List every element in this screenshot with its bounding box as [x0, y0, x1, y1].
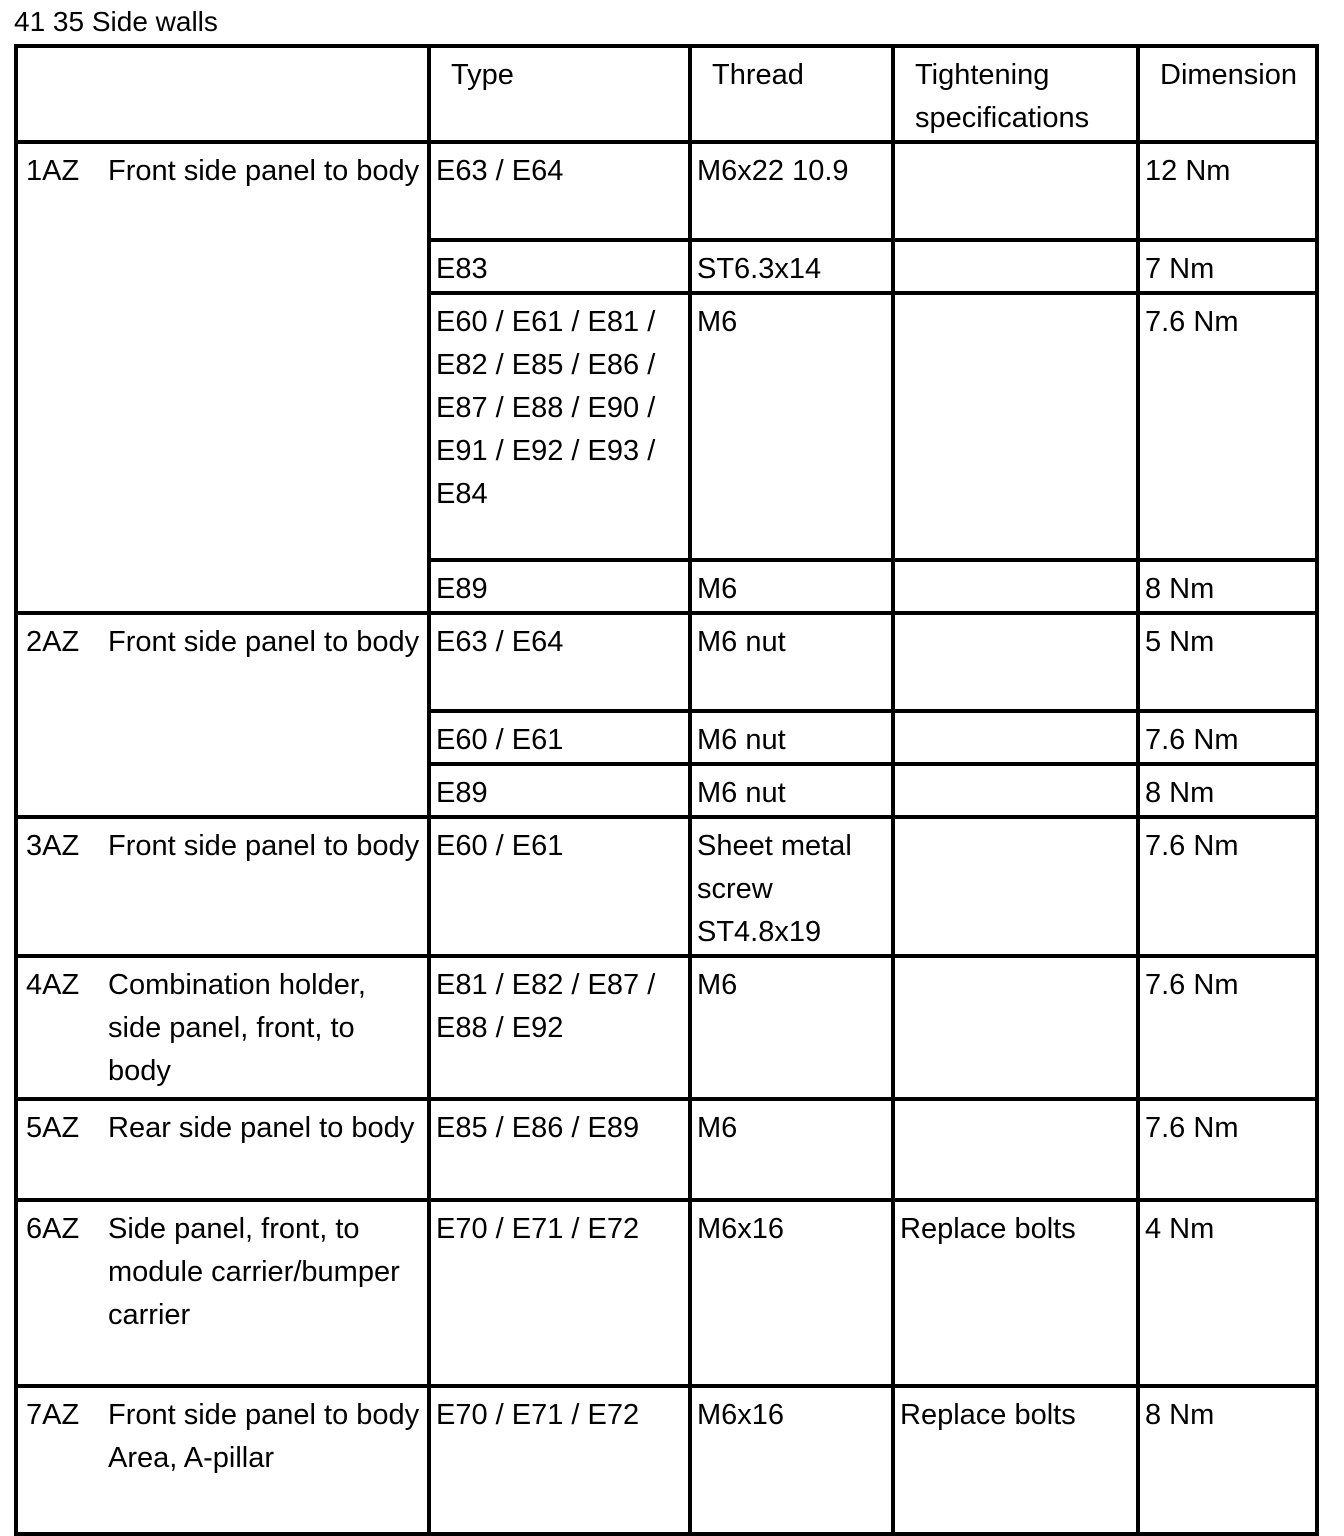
- header-type: Type: [429, 46, 690, 142]
- position-cell: [16, 613, 429, 817]
- table-row: [16, 1386, 1317, 1534]
- position-description: [108, 1208, 423, 1337]
- thread-cell: ST6.3x14: [690, 240, 893, 293]
- position-id: 7AZ: [26, 1399, 80, 1431]
- position-cell: [16, 817, 429, 956]
- description-line: Front side panel to body: [108, 830, 420, 862]
- thread-cell: M6 nut: [690, 764, 893, 817]
- position-cell: [16, 1386, 429, 1534]
- position-cell: [16, 142, 429, 613]
- tightening-cell: [893, 764, 1138, 817]
- type-cell: E85 / E86 / E89: [429, 1099, 690, 1200]
- position-description: [108, 1107, 423, 1150]
- position-cell: [16, 956, 429, 1099]
- dimension-cell: 7.6 Nm: [1138, 293, 1317, 560]
- position-id: 6AZ: [26, 1213, 80, 1245]
- description-line: Combination holder, side panel, front, to body: [108, 969, 366, 1087]
- position-description: [108, 964, 423, 1093]
- type-cell: E60 / E61: [429, 817, 690, 956]
- description-line: Front side panel to body: [108, 626, 420, 658]
- type-cell: E63 / E64: [429, 613, 690, 711]
- type-cell: E63 / E64: [429, 142, 690, 240]
- tightening-cell: [893, 293, 1138, 560]
- position-id: 5AZ: [26, 1112, 80, 1144]
- tightening-cell: [893, 613, 1138, 711]
- tightening-cell: Replace bolts: [893, 1386, 1138, 1534]
- table-row: [16, 1200, 1317, 1386]
- header-dimension: Dimension: [1138, 46, 1317, 142]
- tightening-cell: [893, 817, 1138, 956]
- dimension-cell: 7.6 Nm: [1138, 817, 1317, 956]
- dimension-cell: 7.6 Nm: [1138, 711, 1317, 764]
- type-cell: E81 / E82 / E87 / E88 / E92: [429, 956, 690, 1099]
- dimension-cell: 7.6 Nm: [1138, 1099, 1317, 1200]
- table-body: [16, 142, 1317, 1534]
- thread-cell: M6: [690, 560, 893, 613]
- thread-cell: M6: [690, 1099, 893, 1200]
- dimension-cell: 7.6 Nm: [1138, 956, 1317, 1099]
- tightening-cell: [893, 142, 1138, 240]
- type-cell: E60 / E61 / E81 / E82 / E85 / E86 / E87 / E88 / E90 / E91 / E92 / E93 / E84: [429, 293, 690, 560]
- tightening-cell: [893, 240, 1138, 293]
- table-row: [16, 956, 1317, 1099]
- position-description: [108, 825, 423, 868]
- table-row: [16, 1099, 1317, 1200]
- header-row: [16, 46, 1317, 142]
- dimension-cell: 12 Nm: [1138, 142, 1317, 240]
- torque-spec-table: [14, 44, 1319, 1536]
- page-title: 41 35 Side walls: [14, 6, 218, 37]
- type-cell: E83: [429, 240, 690, 293]
- dimension-cell: 4 Nm: [1138, 1200, 1317, 1386]
- thread-cell: M6 nut: [690, 711, 893, 764]
- tightening-cell: [893, 560, 1138, 613]
- type-cell: E60 / E61: [429, 711, 690, 764]
- type-cell: E89: [429, 560, 690, 613]
- description-line: Side panel, front, to module carrier/bumper carrier: [108, 1213, 400, 1331]
- position-description: [108, 1394, 423, 1480]
- position-description: [108, 621, 423, 664]
- tightening-cell: [893, 1099, 1138, 1200]
- header-thread: Thread: [690, 46, 893, 142]
- dimension-cell: 5 Nm: [1138, 613, 1317, 711]
- type-cell: E70 / E71 / E72: [429, 1200, 690, 1386]
- type-cell: E89: [429, 764, 690, 817]
- dimension-cell: 8 Nm: [1138, 1386, 1317, 1534]
- header-position: [16, 46, 429, 142]
- description-line: Area, A-pillar: [108, 1442, 275, 1474]
- position-cell: [16, 1200, 429, 1386]
- dimension-cell: 8 Nm: [1138, 560, 1317, 613]
- position-id: 3AZ: [26, 830, 80, 862]
- description-line: Front side panel to body: [108, 1399, 420, 1431]
- thread-cell: M6x22 10.9: [690, 142, 893, 240]
- thread-cell: M6: [690, 293, 893, 560]
- tightening-cell: [893, 956, 1138, 1099]
- description-line: Rear side panel to body: [108, 1112, 415, 1144]
- thread-cell: M6: [690, 956, 893, 1099]
- header-tightening: Tightening specifications: [893, 46, 1138, 142]
- table-row: [16, 613, 1317, 711]
- thread-cell: Sheet metal screw ST4.8x19: [690, 817, 893, 956]
- tightening-cell: [893, 711, 1138, 764]
- description-line: Front side panel to body: [108, 155, 420, 187]
- position-id: 2AZ: [26, 626, 80, 658]
- tightening-cell: Replace bolts: [893, 1200, 1138, 1386]
- type-cell: E70 / E71 / E72: [429, 1386, 690, 1534]
- position-id: 1AZ: [26, 155, 80, 187]
- thread-cell: M6x16: [690, 1200, 893, 1386]
- dimension-cell: 7 Nm: [1138, 240, 1317, 293]
- thread-cell: M6 nut: [690, 613, 893, 711]
- thread-cell: M6x16: [690, 1386, 893, 1534]
- position-cell: [16, 1099, 429, 1200]
- position-description: [108, 150, 423, 193]
- position-id: 4AZ: [26, 969, 80, 1001]
- table-row: [16, 142, 1317, 240]
- dimension-cell: 8 Nm: [1138, 764, 1317, 817]
- table-row: [16, 817, 1317, 956]
